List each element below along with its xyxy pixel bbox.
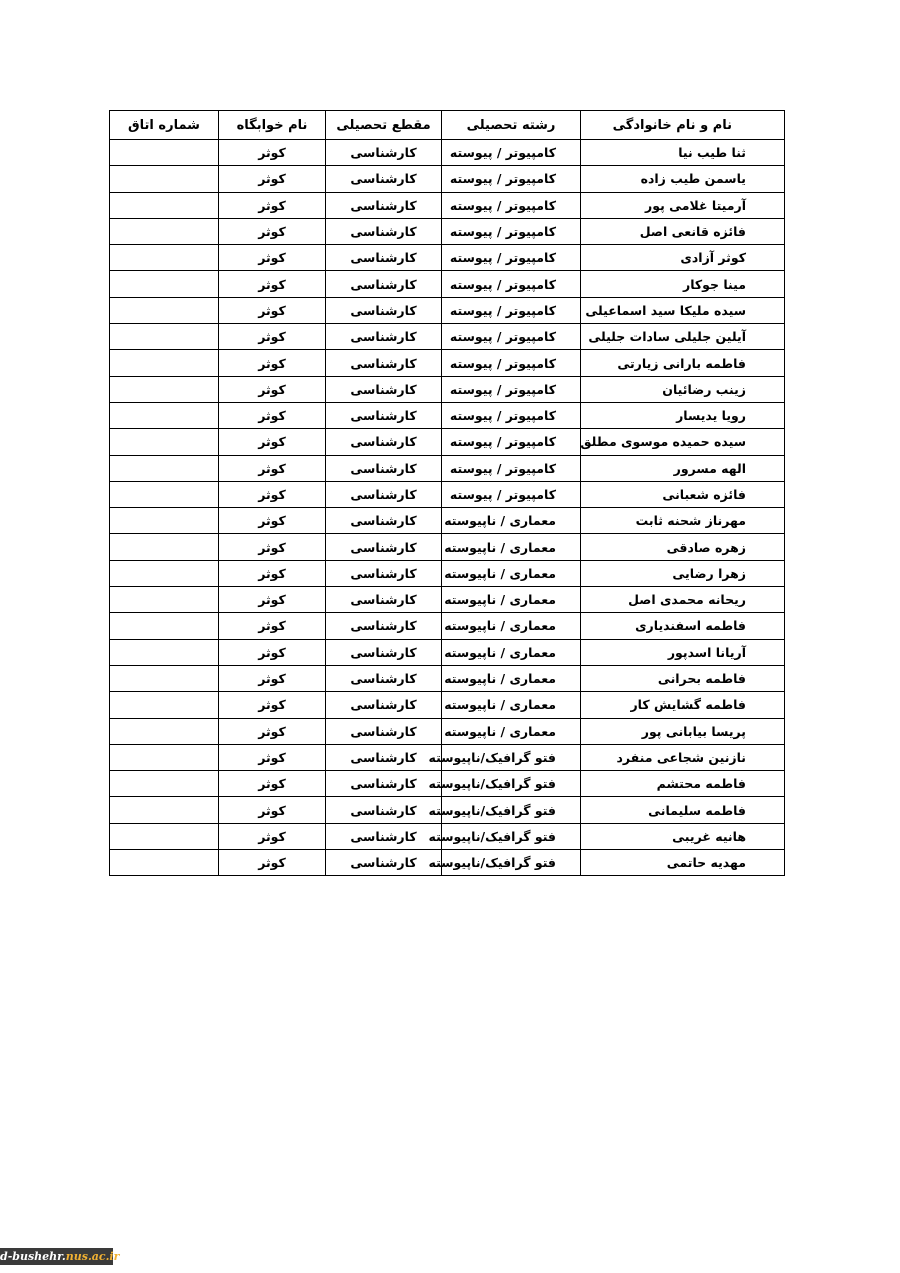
cell-name: فاطمه بحرانی — [581, 665, 785, 691]
cell-degree: کارشناسی — [326, 429, 442, 455]
cell-name: الهه مسرور — [581, 455, 785, 481]
cell-name: زینب رضائیان — [581, 376, 785, 402]
cell-dorm: کوثر — [219, 140, 326, 166]
cell-dorm: کوثر — [219, 639, 326, 665]
cell-dorm: کوثر — [219, 218, 326, 244]
cell-degree: کارشناسی — [326, 218, 442, 244]
cell-room — [110, 376, 219, 402]
cell-room — [110, 639, 219, 665]
cell-major: کامپیوتر / پیوسته — [442, 350, 581, 376]
cell-major: کامپیوتر / پیوسته — [442, 271, 581, 297]
table-row — [110, 455, 785, 481]
cell-dorm: کوثر — [219, 481, 326, 507]
cell-room — [110, 587, 219, 613]
cell-major: معماری / ناپیوسته — [442, 718, 581, 744]
table-row — [110, 771, 785, 797]
cell-name: یاسمن طیب زاده — [581, 166, 785, 192]
cell-name: رویا یدیسار — [581, 402, 785, 428]
cell-name: زهره صادقی — [581, 534, 785, 560]
table-row — [110, 797, 785, 823]
cell-degree: کارشناسی — [326, 797, 442, 823]
table-row — [110, 140, 785, 166]
table-row — [110, 613, 785, 639]
cell-degree: کارشناسی — [326, 560, 442, 586]
cell-dorm: کوثر — [219, 166, 326, 192]
cell-major: معماری / ناپیوسته — [442, 587, 581, 613]
cell-dorm: کوثر — [219, 560, 326, 586]
cell-dorm: کوثر — [219, 744, 326, 770]
cell-name: ریحانه محمدی اصل — [581, 587, 785, 613]
cell-major: فتو گرافیک/ناپیوسته — [442, 797, 581, 823]
cell-room — [110, 744, 219, 770]
table-row — [110, 429, 785, 455]
cell-room — [110, 192, 219, 218]
header-major: رشته تحصیلی — [442, 111, 581, 140]
cell-dorm: کوثر — [219, 402, 326, 428]
cell-room — [110, 508, 219, 534]
site-watermark — [0, 1248, 120, 1265]
cell-dorm: کوثر — [219, 692, 326, 718]
cell-name: ثنا طیب نیا — [581, 140, 785, 166]
table-row — [110, 297, 785, 323]
cell-room — [110, 140, 219, 166]
table-header-row — [110, 111, 785, 140]
cell-name: فائزه شعبانی — [581, 481, 785, 507]
cell-degree: کارشناسی — [326, 402, 442, 428]
table-row — [110, 744, 785, 770]
cell-degree: کارشناسی — [326, 639, 442, 665]
cell-room — [110, 297, 219, 323]
cell-major: فتو گرافیک/ناپیوسته — [442, 744, 581, 770]
watermark-domain: d-bushehr. — [0, 1250, 66, 1263]
table-row — [110, 481, 785, 507]
cell-dorm: کوثر — [219, 718, 326, 744]
cell-room — [110, 455, 219, 481]
cell-major: کامپیوتر / پیوسته — [442, 455, 581, 481]
cell-degree: کارشناسی — [326, 718, 442, 744]
table-row — [110, 692, 785, 718]
cell-major: کامپیوتر / پیوسته — [442, 166, 581, 192]
cell-major: معماری / ناپیوسته — [442, 613, 581, 639]
cell-major: کامپیوتر / پیوسته — [442, 324, 581, 350]
cell-name: سیده حمیده موسوی مطلق — [581, 429, 785, 455]
cell-name: فاطمه محتشم — [581, 771, 785, 797]
cell-major: فتو گرافیک/ناپیوسته — [442, 823, 581, 849]
cell-dorm: کوثر — [219, 587, 326, 613]
cell-room — [110, 245, 219, 271]
cell-degree: کارشناسی — [326, 665, 442, 691]
cell-dorm: کوثر — [219, 797, 326, 823]
cell-room — [110, 797, 219, 823]
cell-major: کامپیوتر / پیوسته — [442, 297, 581, 323]
cell-major: فتو گرافیک/ناپیوسته — [442, 771, 581, 797]
cell-dorm: کوثر — [219, 245, 326, 271]
cell-room — [110, 692, 219, 718]
cell-name: زهرا رضایی — [581, 560, 785, 586]
cell-name: فائزه قانعی اصل — [581, 218, 785, 244]
cell-degree: کارشناسی — [326, 613, 442, 639]
cell-room — [110, 560, 219, 586]
cell-major: معماری / ناپیوسته — [442, 692, 581, 718]
header-room: شماره اتاق — [110, 111, 219, 140]
cell-dorm: کوثر — [219, 613, 326, 639]
table-row — [110, 192, 785, 218]
cell-dorm: کوثر — [219, 350, 326, 376]
cell-major: معماری / ناپیوسته — [442, 560, 581, 586]
cell-major: کامپیوتر / پیوسته — [442, 481, 581, 507]
table-row — [110, 718, 785, 744]
cell-degree: کارشناسی — [326, 744, 442, 770]
cell-degree: کارشناسی — [326, 245, 442, 271]
cell-dorm: کوثر — [219, 429, 326, 455]
header-dorm: نام خوابگاه — [219, 111, 326, 140]
cell-dorm: کوثر — [219, 455, 326, 481]
cell-room — [110, 481, 219, 507]
cell-dorm: کوثر — [219, 271, 326, 297]
cell-name: آرمیتا غلامی پور — [581, 192, 785, 218]
cell-degree: کارشناسی — [326, 771, 442, 797]
cell-room — [110, 218, 219, 244]
table-row — [110, 508, 785, 534]
cell-major: کامپیوتر / پیوسته — [442, 140, 581, 166]
table-row — [110, 665, 785, 691]
cell-degree: کارشناسی — [326, 271, 442, 297]
cell-major: کامپیوتر / پیوسته — [442, 429, 581, 455]
cell-room — [110, 823, 219, 849]
cell-dorm: کوثر — [219, 534, 326, 560]
cell-major: فتو گرافیک/ناپیوسته — [442, 850, 581, 876]
cell-degree: کارشناسی — [326, 376, 442, 402]
cell-major: معماری / ناپیوسته — [442, 534, 581, 560]
cell-name: آیلین جلیلی سادات جلیلی — [581, 324, 785, 350]
cell-degree: کارشناسی — [326, 350, 442, 376]
cell-major: کامپیوتر / پیوسته — [442, 376, 581, 402]
cell-room — [110, 534, 219, 560]
cell-name: هانیه غریبی — [581, 823, 785, 849]
table-row — [110, 376, 785, 402]
table-body — [110, 140, 785, 876]
table-row — [110, 560, 785, 586]
cell-name: فاطمه بارانی زیارتی — [581, 350, 785, 376]
cell-degree: کارشناسی — [326, 140, 442, 166]
cell-dorm: کوثر — [219, 665, 326, 691]
cell-degree: کارشناسی — [326, 850, 442, 876]
cell-major: کامپیوتر / پیوسته — [442, 192, 581, 218]
table-row — [110, 850, 785, 876]
table-row — [110, 823, 785, 849]
cell-name: آریانا اسدپور — [581, 639, 785, 665]
table-row — [110, 534, 785, 560]
cell-name: فاطمه سلیمانی — [581, 797, 785, 823]
cell-room — [110, 771, 219, 797]
cell-dorm: کوثر — [219, 297, 326, 323]
table-row — [110, 587, 785, 613]
cell-degree: کارشناسی — [326, 587, 442, 613]
cell-degree: کارشناسی — [326, 192, 442, 218]
watermark-accent: nus.ac.ir — [65, 1250, 120, 1263]
cell-name: کوثر آزادی — [581, 245, 785, 271]
cell-major: کامپیوتر / پیوسته — [442, 402, 581, 428]
cell-degree: کارشناسی — [326, 692, 442, 718]
table-row — [110, 350, 785, 376]
cell-dorm: کوثر — [219, 850, 326, 876]
cell-name: فاطمه اسفندیاری — [581, 613, 785, 639]
table-row — [110, 245, 785, 271]
cell-name: پریسا بیابانی پور — [581, 718, 785, 744]
cell-name: نازنین شجاعی منفرد — [581, 744, 785, 770]
cell-degree: کارشناسی — [326, 481, 442, 507]
table-row — [110, 166, 785, 192]
cell-name: سیده ملیکا سید اسماعیلی — [581, 297, 785, 323]
cell-room — [110, 665, 219, 691]
cell-dorm: کوثر — [219, 376, 326, 402]
table-row — [110, 639, 785, 665]
cell-major: معماری / ناپیوسته — [442, 639, 581, 665]
cell-room — [110, 429, 219, 455]
cell-name: مهرناز شحنه ثابت — [581, 508, 785, 534]
cell-room — [110, 613, 219, 639]
cell-degree: کارشناسی — [326, 534, 442, 560]
table-row — [110, 271, 785, 297]
cell-room — [110, 166, 219, 192]
cell-room — [110, 718, 219, 744]
cell-major: معماری / ناپیوسته — [442, 665, 581, 691]
cell-room — [110, 850, 219, 876]
table-row — [110, 218, 785, 244]
cell-room — [110, 324, 219, 350]
cell-degree: کارشناسی — [326, 823, 442, 849]
cell-room — [110, 402, 219, 428]
header-degree: مقطع تحصیلی — [326, 111, 442, 140]
cell-dorm: کوثر — [219, 771, 326, 797]
cell-name: فاطمه گشایش کار — [581, 692, 785, 718]
cell-room — [110, 271, 219, 297]
cell-room — [110, 350, 219, 376]
cell-name: مینا جوکار — [581, 271, 785, 297]
cell-degree: کارشناسی — [326, 455, 442, 481]
cell-dorm: کوثر — [219, 324, 326, 350]
cell-dorm: کوثر — [219, 508, 326, 534]
roster-table — [109, 110, 785, 876]
cell-dorm: کوثر — [219, 823, 326, 849]
cell-dorm: کوثر — [219, 192, 326, 218]
table-row — [110, 402, 785, 428]
cell-degree: کارشناسی — [326, 324, 442, 350]
cell-degree: کارشناسی — [326, 297, 442, 323]
cell-degree: کارشناسی — [326, 508, 442, 534]
table-row — [110, 324, 785, 350]
header-name: نام و نام خانوادگی — [581, 111, 785, 140]
cell-degree: کارشناسی — [326, 166, 442, 192]
cell-name: مهدیه حاتمی — [581, 850, 785, 876]
cell-major: کامپیوتر / پیوسته — [442, 245, 581, 271]
cell-major: کامپیوتر / پیوسته — [442, 218, 581, 244]
cell-major: معماری / ناپیوسته — [442, 508, 581, 534]
